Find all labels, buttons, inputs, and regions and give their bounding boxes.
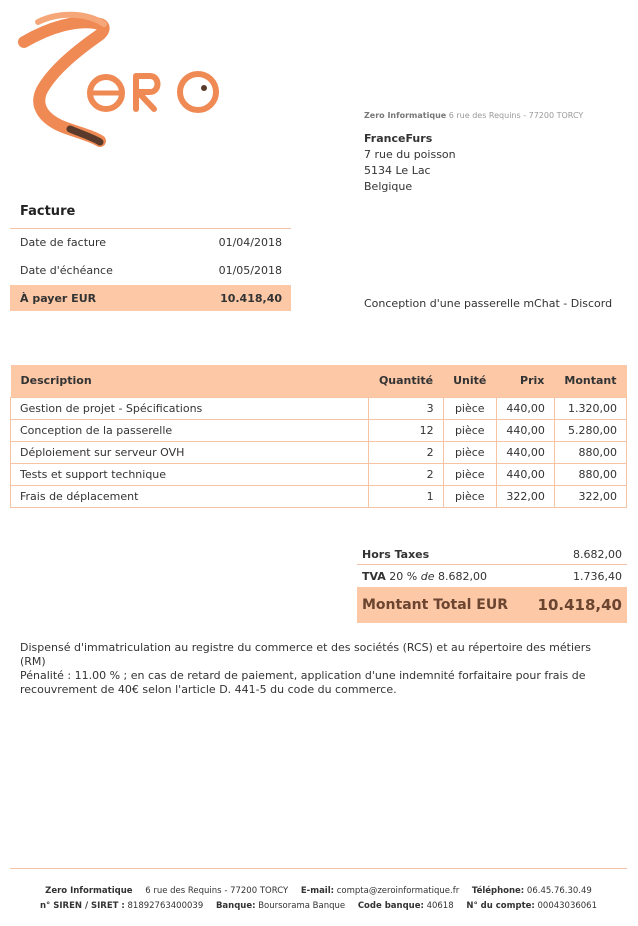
row-unit: pièce xyxy=(443,419,496,441)
subtotal-value: 8.682,00 xyxy=(573,547,622,561)
recipient-name: FranceFurs xyxy=(364,132,433,145)
footer-divider xyxy=(10,868,627,869)
amount-due-label: À payer EUR xyxy=(20,291,97,305)
vat-de: de xyxy=(420,569,435,583)
row-unit: pièce xyxy=(443,397,496,419)
row-unit: pièce xyxy=(443,441,496,463)
row-price: 322,00 xyxy=(496,485,554,507)
logo-r xyxy=(136,76,158,109)
footer-account-label: N° du compte: xyxy=(466,901,535,911)
logo-o xyxy=(180,74,216,110)
table-row xyxy=(11,419,627,441)
row-description: Déploiement sur serveur OVH xyxy=(11,441,369,463)
row-amount: 322,00 xyxy=(554,485,626,507)
vat-base: 8.682,00 xyxy=(438,569,487,583)
vat-value: 1.736,40 xyxy=(573,569,622,583)
header-amount: Montant xyxy=(554,365,626,397)
items-header-row xyxy=(11,365,627,397)
invoice-date-row xyxy=(10,229,291,255)
row-description: Frais de déplacement xyxy=(11,485,369,507)
due-date-row xyxy=(10,257,291,283)
row-unit: pièce xyxy=(443,463,496,485)
recipient-address xyxy=(364,131,456,195)
footer-line-2 xyxy=(10,901,627,911)
penalty-note: Pénalité : 11.00 % ; en cas de retard de paiement, application d'une indemnité forfaitaire pour frais de recouvrement de 40€ selon l'article D. 441-5 du code du commerce. xyxy=(20,669,586,696)
row-description: Tests et support technique xyxy=(11,463,369,485)
row-quantity: 2 xyxy=(369,441,443,463)
footer-bank: Boursorama Banque xyxy=(258,901,346,911)
company-logo xyxy=(8,8,228,153)
row-unit: pièce xyxy=(443,485,496,507)
row-price: 440,00 xyxy=(496,441,554,463)
subtotal-label: Hors Taxes xyxy=(362,547,430,561)
row-amount: 1.320,00 xyxy=(554,397,626,419)
footer-siren: 81892763400039 xyxy=(127,901,204,911)
rcs-note: Dispensé d'immatriculation au registre du commerce et des sociétés (RCS) et au répertoire des métiers (RM) xyxy=(20,641,592,668)
footer-account: 00043036061 xyxy=(537,901,597,911)
amount-due-value: 10.418,40 xyxy=(220,291,282,305)
footer-phone-label: Téléphone: xyxy=(471,886,525,896)
invoice-subject: Conception d'une passerelle mChat - Discord xyxy=(364,297,613,310)
row-price: 440,00 xyxy=(496,397,554,419)
header-unit: Unité xyxy=(443,365,496,397)
invoice-date-value: 01/04/2018 xyxy=(218,235,282,249)
header-quantity: Quantité xyxy=(369,365,443,397)
due-date-label: Date d'échéance xyxy=(20,263,113,277)
row-price: 440,00 xyxy=(496,463,554,485)
row-amount: 880,00 xyxy=(554,463,626,485)
row-amount: 880,00 xyxy=(554,441,626,463)
row-quantity: 12 xyxy=(369,419,443,441)
grand-total-value: 10.418,40 xyxy=(537,596,622,614)
logo-o-dot xyxy=(201,85,207,91)
sender-line xyxy=(364,111,583,120)
grand-total-label: Montant Total EUR xyxy=(362,597,509,613)
vat-row xyxy=(357,565,627,587)
header-price: Prix xyxy=(496,365,554,397)
footer-bank-code-label: Code banque: xyxy=(357,901,424,911)
recipient-street: 7 rue du poisson xyxy=(364,148,456,161)
amount-due-row xyxy=(10,285,291,311)
invoice-title: Facture xyxy=(20,204,76,219)
row-quantity: 3 xyxy=(369,397,443,419)
due-date-value: 01/05/2018 xyxy=(218,263,282,277)
row-quantity: 1 xyxy=(369,485,443,507)
header-description: Description xyxy=(11,365,369,397)
table-row xyxy=(11,397,627,419)
footer-phone: 06.45.76.30.49 xyxy=(526,886,592,896)
footer-company: Zero Informatique xyxy=(45,886,133,896)
vat-rate: 20 % xyxy=(389,569,418,583)
row-price: 440,00 xyxy=(496,419,554,441)
table-row xyxy=(11,485,627,507)
subtotal-row xyxy=(357,544,627,564)
footer-email-label: E-mail: xyxy=(300,886,335,896)
footer-email: compta@zeroinformatique.fr xyxy=(336,886,460,896)
row-quantity: 2 xyxy=(369,463,443,485)
items-table xyxy=(10,365,627,508)
row-amount: 5.280,00 xyxy=(554,419,626,441)
grand-total-row xyxy=(357,587,627,623)
recipient-city: 5134 Le Lac xyxy=(364,164,431,177)
sender-name: Zero Informatique xyxy=(364,111,447,120)
sender-address: 6 rue des Requins - 77200 TORCY xyxy=(448,111,584,120)
row-description: Gestion de projet - Spécifications xyxy=(11,397,369,419)
footer-bank-label: Banque: xyxy=(215,901,256,911)
vat-label: TVA xyxy=(362,569,386,583)
recipient-country: Belgique xyxy=(364,180,413,193)
table-row xyxy=(11,441,627,463)
invoice-date-label: Date de facture xyxy=(20,235,107,249)
vat-label-group xyxy=(362,570,487,583)
footer-line-1 xyxy=(10,886,627,896)
footer-address: 6 rue des Requins - 77200 TORCY xyxy=(145,886,289,896)
footer-siren-label: n° SIREN / SIRET : xyxy=(39,901,125,911)
row-description: Conception de la passerelle xyxy=(11,419,369,441)
table-row xyxy=(11,463,627,485)
footer-bank-code: 40618 xyxy=(426,901,454,911)
